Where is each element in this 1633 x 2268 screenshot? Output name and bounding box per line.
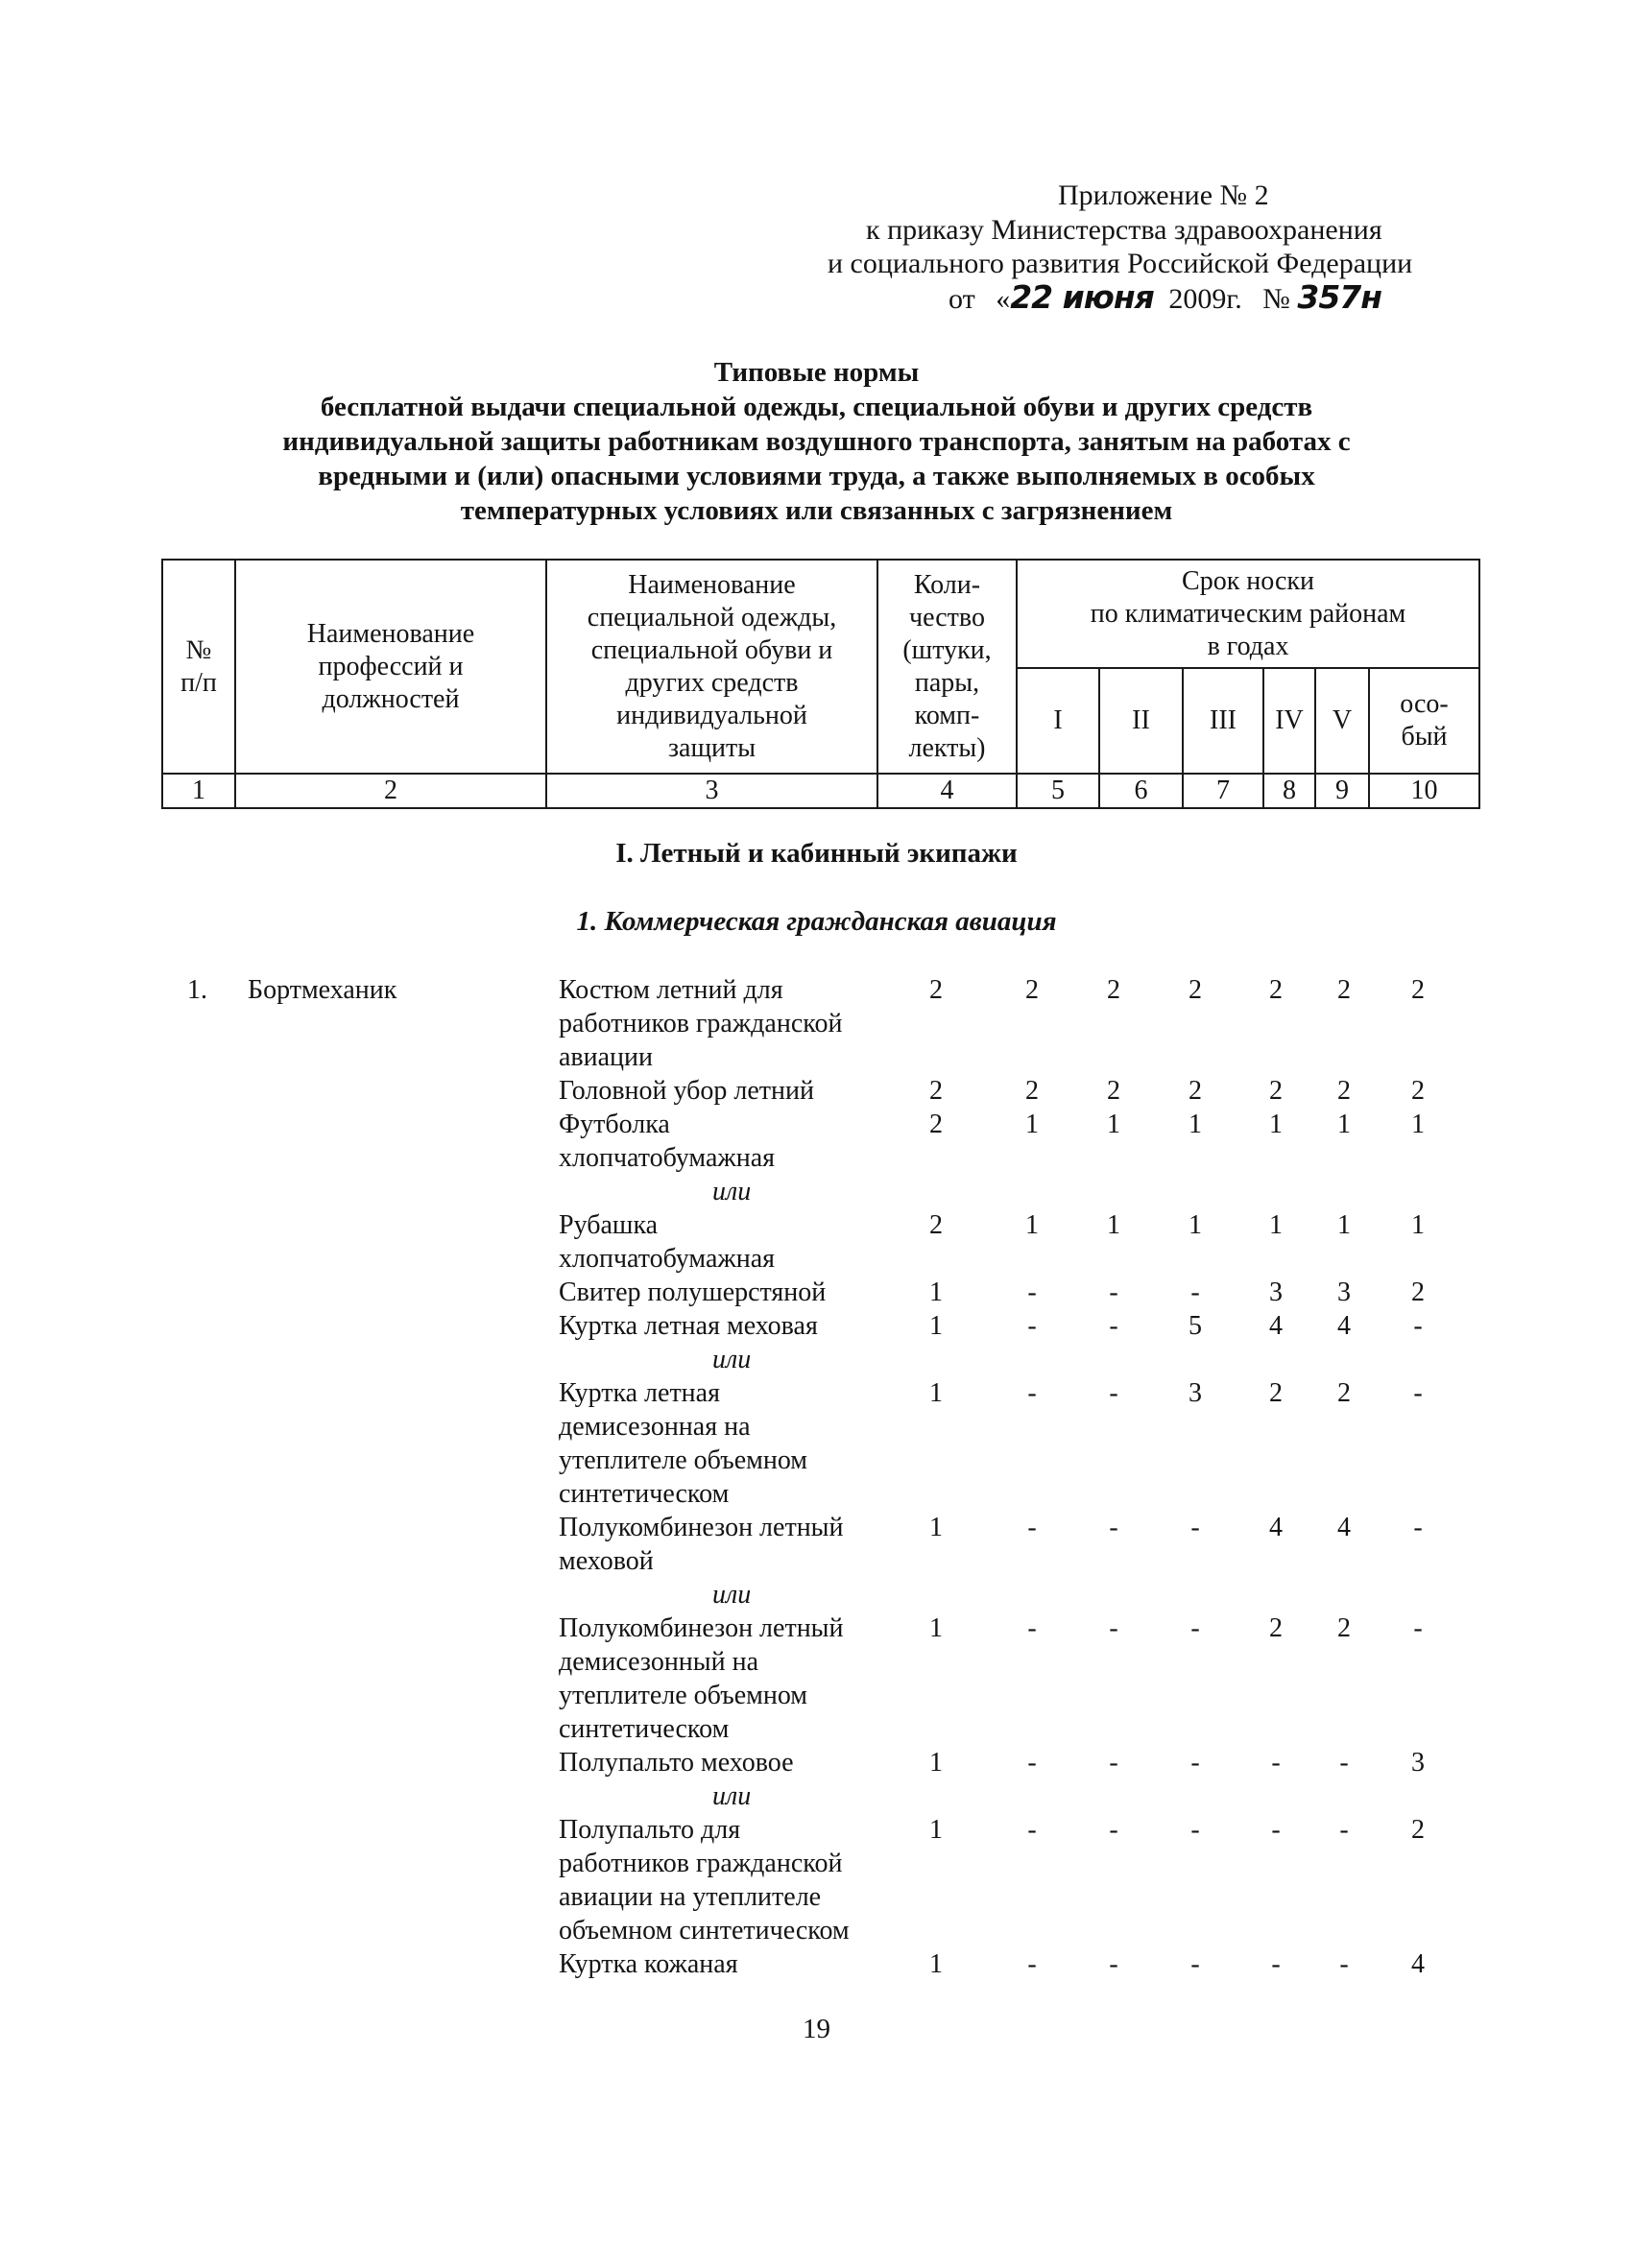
header-region-2: II (1099, 668, 1183, 774)
title-line-4: вредными и (или) опасными условиями труда, а также выполняемых в особых (318, 461, 1315, 491)
item-term-region-3: 1 (1189, 1110, 1202, 1139)
item-term-region-1: - (1027, 1613, 1037, 1643)
item-term-region-6: 1 (1411, 1210, 1425, 1240)
item-row (0, 1309, 1633, 1343)
date-suffix: г. (1226, 283, 1242, 315)
item-term-region-5: - (1339, 1815, 1349, 1845)
item-term-region-5: 1 (1337, 1110, 1351, 1139)
item-quantity: 1 (929, 1378, 943, 1408)
item-quantity: 2 (929, 1076, 943, 1106)
date-quote: « (996, 283, 1011, 315)
item-term-region-6: 2 (1411, 1277, 1425, 1307)
item-quantity: 1 (929, 1277, 943, 1307)
item-term-region-2: 1 (1107, 1210, 1120, 1240)
header-index-5: 5 (1017, 774, 1099, 808)
title-line-1: Типовые нормы (713, 357, 920, 388)
item-quantity: 1 (929, 1815, 943, 1845)
item-term-region-6: - (1413, 1513, 1423, 1542)
item-term-region-5: 4 (1337, 1513, 1351, 1542)
item-name: Куртка кожаная (559, 1949, 738, 1979)
item-term-region-3: - (1190, 1277, 1200, 1307)
item-term-region-4: 2 (1269, 975, 1283, 1005)
header-region-3: III (1183, 668, 1263, 774)
item-term-region-5: 1 (1337, 1210, 1351, 1240)
item-term-region-5: 2 (1337, 1613, 1351, 1643)
date-prefix: от (949, 283, 975, 315)
item-term-region-4: - (1271, 1949, 1281, 1979)
item-row (0, 1074, 1633, 1108)
header-region-1: I (1017, 668, 1099, 774)
header-index-3: 3 (546, 774, 877, 808)
item-term-region-2: - (1109, 1311, 1118, 1341)
handwritten-number: 357н (1297, 278, 1382, 316)
subsection-heading: 1. Коммерческая гражданская авиация (576, 906, 1057, 937)
item-term-region-6: 4 (1411, 1949, 1425, 1979)
handwritten-date: 22 июня (1010, 278, 1154, 316)
items-list (0, 973, 1633, 1981)
date-year: 2009 (1168, 283, 1227, 315)
item-term-region-5: 3 (1337, 1277, 1351, 1307)
item-name: Полукомбинезон летный демисезонный на утеплителе объемном синтетическом (559, 1613, 844, 1744)
item-term-region-1: - (1027, 1277, 1037, 1307)
item-term-region-1: - (1027, 1513, 1037, 1542)
title-line-3: индивидуальной защиты работникам воздушного транспорта, занятым на работах с (282, 426, 1351, 457)
header-col-profession: Наименование профессий и должностей (235, 560, 546, 774)
item-term-region-6: - (1413, 1311, 1423, 1341)
item-term-region-3: 3 (1189, 1378, 1202, 1408)
item-term-region-2: 1 (1107, 1110, 1120, 1139)
norms-rows (0, 973, 1633, 1981)
item-term-region-5: - (1339, 1748, 1349, 1778)
header-col-quantity: Коли- чество (штуки, пары, комп- лекты) (877, 560, 1017, 774)
item-row (0, 1208, 1633, 1276)
item-term-region-5: 4 (1337, 1311, 1351, 1341)
item-term-region-5: 2 (1337, 1378, 1351, 1408)
entry-number: 1. (187, 975, 207, 1005)
norms-header-table (161, 559, 1480, 809)
item-row (0, 1108, 1633, 1175)
item-name: Полупальто меховое (559, 1748, 794, 1778)
header-index-8: 8 (1263, 774, 1315, 808)
item-term-region-3: - (1190, 1815, 1200, 1845)
item-term-region-1: - (1027, 1311, 1037, 1341)
item-term-region-4: 4 (1269, 1513, 1283, 1542)
appendix-date-line (949, 280, 1381, 316)
item-term-region-3: 1 (1189, 1210, 1202, 1240)
appendix-label: Приложение № 2 (1058, 179, 1269, 211)
header-region-5: V (1315, 668, 1369, 774)
item-term-region-2: - (1109, 1513, 1118, 1542)
header-index-6: 6 (1099, 774, 1183, 808)
header-index-7: 7 (1183, 774, 1263, 808)
header-index-1: 1 (162, 774, 235, 808)
item-name: Полупальто для работников гражданской авиации на утеплителе объемном синтетическом (559, 1815, 850, 1946)
header-index-10: 10 (1369, 774, 1479, 808)
item-term-region-1: - (1027, 1949, 1037, 1979)
item-name: Костюм летний для работников гражданской авиации (559, 975, 843, 1072)
item-term-region-2: 2 (1107, 975, 1120, 1005)
item-term-region-2: - (1109, 1613, 1118, 1643)
item-row (0, 1511, 1633, 1578)
alternative-separator (0, 1343, 1633, 1376)
item-term-region-3: - (1190, 1513, 1200, 1542)
item-quantity: 1 (929, 1613, 943, 1643)
header-col-term: Срок носки по климатическим районам в годах (1017, 560, 1479, 668)
item-term-region-6: 2 (1411, 975, 1425, 1005)
appendix-order-line: к приказу Министерства здравоохранения (866, 214, 1382, 246)
item-term-region-6: 3 (1411, 1748, 1425, 1778)
or-label: или (712, 1177, 752, 1206)
item-term-region-2: - (1109, 1277, 1118, 1307)
item-quantity: 1 (929, 1513, 943, 1542)
item-term-region-4: - (1271, 1815, 1281, 1845)
item-name: Головной убор летний (559, 1076, 814, 1106)
section-heading: I. Летный и кабинный экипажи (615, 838, 1018, 869)
item-term-region-6: - (1413, 1378, 1423, 1408)
item-term-region-3: - (1190, 1949, 1200, 1979)
item-term-region-1: 1 (1025, 1110, 1039, 1139)
item-name: Полукомбинезон летный меховой (559, 1513, 844, 1576)
item-term-region-2: 2 (1107, 1076, 1120, 1106)
item-term-region-1: 1 (1025, 1210, 1039, 1240)
document-title (0, 355, 1633, 528)
header-index-9: 9 (1315, 774, 1369, 808)
number-sign: № (1262, 283, 1290, 315)
item-name: Свитер полушерстяной (559, 1277, 827, 1307)
item-row (0, 1611, 1633, 1746)
item-term-region-4: 1 (1269, 1210, 1283, 1240)
item-quantity: 2 (929, 1110, 943, 1139)
item-term-region-4: 4 (1269, 1311, 1283, 1341)
alternative-separator (0, 1578, 1633, 1611)
item-term-region-6: - (1413, 1613, 1423, 1643)
item-term-region-4: 2 (1269, 1076, 1283, 1106)
item-quantity: 2 (929, 1210, 943, 1240)
item-term-region-5: - (1339, 1949, 1349, 1979)
header-index-2: 2 (235, 774, 546, 808)
item-term-region-6: 1 (1411, 1110, 1425, 1139)
item-term-region-5: 2 (1337, 975, 1351, 1005)
item-term-region-3: 2 (1189, 975, 1202, 1005)
item-row (0, 1276, 1633, 1309)
item-name: Куртка летная демисезонная на утеплителе объемном синтетическом (559, 1378, 808, 1509)
alternative-separator (0, 1779, 1633, 1813)
or-label: или (712, 1580, 752, 1610)
item-term-region-4: 2 (1269, 1378, 1283, 1408)
item-row (0, 1947, 1633, 1981)
item-term-region-4: 3 (1269, 1277, 1283, 1307)
item-term-region-1: - (1027, 1378, 1037, 1408)
or-label: или (712, 1781, 752, 1811)
header-region-4: IV (1263, 668, 1315, 774)
item-quantity: 1 (929, 1748, 943, 1778)
item-row (0, 1813, 1633, 1947)
item-term-region-3: - (1190, 1748, 1200, 1778)
item-term-region-5: 2 (1337, 1076, 1351, 1106)
item-term-region-4: 2 (1269, 1613, 1283, 1643)
header-col-item: Наименование специальной одежды, специальной обуви и других средств индивидуальной защиты (546, 560, 877, 774)
item-term-region-6: 2 (1411, 1815, 1425, 1845)
header-region-special: осо- бый (1369, 668, 1479, 774)
item-quantity: 1 (929, 1311, 943, 1341)
item-term-region-3: - (1190, 1613, 1200, 1643)
item-term-region-2: - (1109, 1378, 1118, 1408)
item-term-region-6: 2 (1411, 1076, 1425, 1106)
item-name: Куртка летная меховая (559, 1311, 818, 1341)
item-name: Рубашка хлопчатобумажная (559, 1210, 776, 1274)
title-line-5: температурных условиях или связанных с загрязнением (460, 495, 1173, 526)
item-term-region-1: - (1027, 1748, 1037, 1778)
item-term-region-2: - (1109, 1815, 1118, 1845)
or-label: или (712, 1345, 752, 1374)
item-term-region-1: 2 (1025, 975, 1039, 1005)
item-term-region-3: 2 (1189, 1076, 1202, 1106)
item-term-region-2: - (1109, 1949, 1118, 1979)
alternative-separator (0, 1175, 1633, 1208)
item-term-region-1: 2 (1025, 1076, 1039, 1106)
item-term-region-2: - (1109, 1748, 1118, 1778)
page-number: 19 (803, 2014, 830, 2044)
item-row (0, 1376, 1633, 1511)
item-quantity: 2 (929, 975, 943, 1005)
item-row (0, 973, 1633, 1074)
item-term-region-4: 1 (1269, 1110, 1283, 1139)
item-row (0, 1746, 1633, 1779)
title-line-2: бесплатной выдачи специальной одежды, специальной обуви и других средств (320, 392, 1313, 422)
entry-profession: Бортмеханик (248, 975, 397, 1005)
item-quantity: 1 (929, 1949, 943, 1979)
header-index-4: 4 (877, 774, 1017, 808)
appendix-ministry-line: и социального развития Российской Федерации (828, 248, 1413, 279)
item-term-region-3: 5 (1189, 1311, 1202, 1341)
item-name: Футболка хлопчатобумажная (559, 1110, 776, 1173)
item-term-region-4: - (1271, 1748, 1281, 1778)
item-term-region-1: - (1027, 1815, 1037, 1845)
header-col-number: № п/п (162, 560, 235, 774)
